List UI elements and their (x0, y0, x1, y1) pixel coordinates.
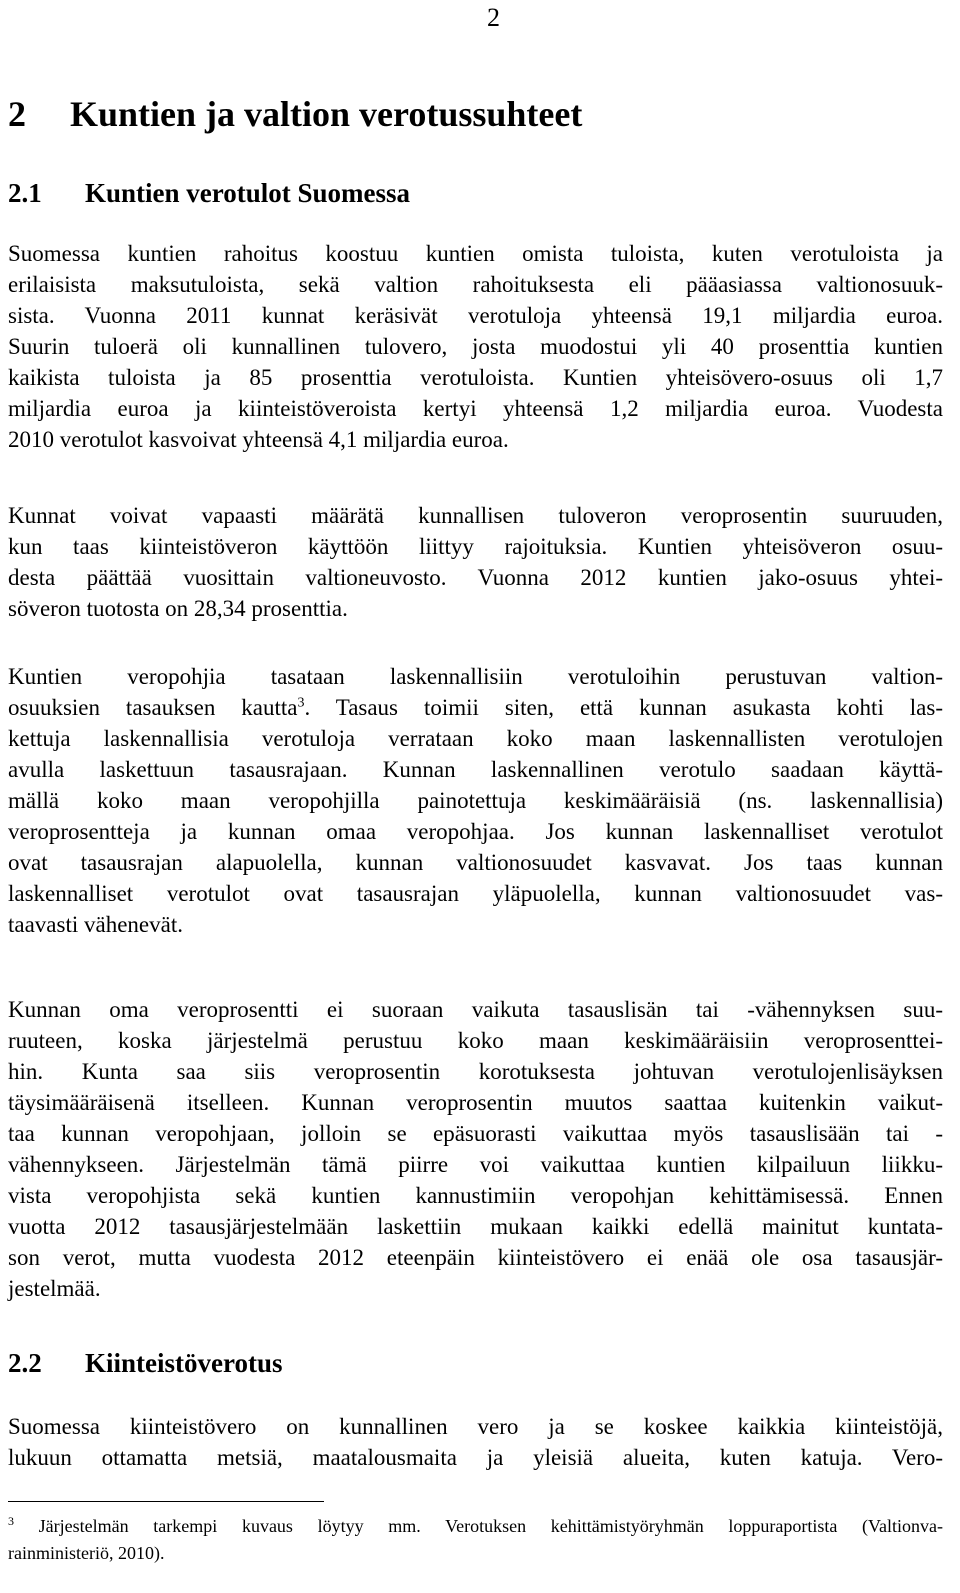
text-line: vähennykseen. Järjestelmän tämä piirre voi vaikuttaa kuntien kilpailuun liikku- (8, 1152, 943, 1177)
text-line: desta päättää vuosittain valtioneuvosto. Vuonna 2012 kuntien jako-osuus yhtei- (8, 565, 943, 590)
text-line: Suomessa kuntien rahoitus koostuu kuntien omista tuloista, kuten verotuloista ja (8, 241, 943, 266)
text-line: kaikista tuloista ja 85 prosenttia verotuloista. Kuntien yhteisövero-osuus oli 1,7 (8, 365, 943, 390)
text-fragment: . Tasaus toimii siten, että kunnan asukasta kohti las- (304, 695, 943, 720)
text-line: Kunnan oma veroprosentti ei suoraan vaikuta tasauslisän tai -vähennyksen suu- (8, 997, 943, 1022)
footnote-line: rainministeriö, 2010). (8, 1543, 165, 1563)
text-line: kettuja laskennallisia verotuloja verrataan koko maan laskennallisten verotulojen (8, 726, 943, 751)
text-line: täysimääräisenä itselleen. Kunnan veroprosentin muutos saattaa kuitenkin vaikut- (8, 1090, 943, 1115)
section-heading-2-2 (8, 1346, 283, 1380)
footnote-reference: 3 (297, 695, 305, 711)
text-line: 2010 verotulot kasvoivat yhteensä 4,1 miljardia euroa. (8, 427, 509, 452)
paragraph-tasaus (8, 661, 943, 940)
text-line: son verot, mutta vuodesta 2012 eteenpäin kiinteistövero ei enää ole osa tasausjär- (8, 1245, 943, 1270)
text-line: vista veropohjista sekä kuntien kannustimiin veropohjan kehittämisessä. Ennen (8, 1183, 943, 1208)
text-line: Suomessa kiinteistövero on kunnallinen vero ja se koskee kaikkia kiinteistöjä, (8, 1414, 943, 1439)
chapter-title: Kuntien ja valtion verotussuhteet (70, 94, 583, 134)
text-line: vuotta 2012 tasausjärjestelmään laskettiin mukaan kaikki edellä mainitut kuntata- (8, 1214, 943, 1239)
footnote-line (8, 1513, 943, 1540)
page-number: 2 (487, 3, 500, 32)
paragraph-verotulot (8, 238, 943, 455)
text-line (8, 692, 943, 723)
text-line: avulla laskettuun tasausrajaan. Kunnan laskennallinen verotulo saadaan käyttä- (8, 757, 943, 782)
text-line: ovat tasausrajan alapuolella, kunnan valtionosuudet kasvavat. Jos taas kunnan (8, 850, 943, 875)
section-heading-2-1 (8, 176, 410, 210)
text-line: sista. Vuonna 2011 kunnat keräsivät verotuloja yhteensä 19,1 miljardia euroa. (8, 303, 943, 328)
footnote (8, 1513, 943, 1567)
section-title: Kiinteistöverotus (85, 1348, 283, 1378)
chapter-heading (8, 92, 582, 136)
text-line: söveron tuotosta on 28,34 prosenttia. (8, 596, 348, 621)
paragraph-veroprosentti (8, 500, 943, 624)
text-line: miljardia euroa ja kiinteistöveroista kertyi yhteensä 1,2 miljardia euroa. Vuodesta (8, 396, 943, 421)
text-line: ruuteen, koska järjestelmä perustuu koko maan keskimääräisiin veroprosenttei- (8, 1028, 943, 1053)
paragraph-kiinteistovero (8, 1411, 943, 1473)
section-number: 2.2 (8, 1348, 42, 1378)
text-line: Kuntien veropohjia tasataan laskennallisiin verotuloihin perustuvan valtion- (8, 664, 943, 689)
footnote-marker: 3 (8, 1514, 14, 1528)
section-number: 2.1 (8, 178, 42, 208)
footnote-divider (8, 1501, 324, 1502)
chapter-number: 2 (8, 94, 26, 134)
text-line: taa kunnan veropohjaan, jolloin se epäsuorasti vaikuttaa myös tasauslisään tai - (8, 1121, 943, 1146)
footnote-text: Järjestelmän tarkempi kuvaus löytyy mm. Verotuksen kehittämistyöryhmän loppuraportista (Valtionva- (38, 1516, 943, 1536)
text-line: jestelmää. (8, 1276, 101, 1301)
text-line: lukuun ottamatta metsiä, maatalousmaita ja yleisiä alueita, kuten katuja. Vero- (8, 1445, 943, 1470)
text-line: Kunnat voivat vapaasti määrätä kunnallisen tuloveron veroprosentin suuruuden, (8, 503, 943, 528)
text-line: taavasti vähenevät. (8, 912, 183, 937)
section-title: Kuntien verotulot Suomessa (85, 178, 411, 208)
text-line: mällä koko maan veropohjilla painotettuja keskimääräisiä (ns. laskennallisia) (8, 788, 943, 813)
text-line: hin. Kunta saa siis veroprosentin korotuksesta johtuvan verotulojenlisäyksen (8, 1059, 943, 1084)
text-line: veroprosentteja ja kunnan omaa veropohjaa. Jos kunnan laskennalliset verotulot (8, 819, 943, 844)
text-line: kun taas kiinteistöveron käyttöön liittyy rajoituksia. Kuntien yhteisöveron osuu- (8, 534, 943, 559)
text-line: erilaisista maksutuloista, sekä valtion rahoituksesta eli pääasiassa valtionosuuk- (8, 272, 943, 297)
text-fragment: osuuksien tasauksen kautta (8, 695, 298, 720)
paragraph-oma-veroprosentti (8, 994, 943, 1304)
text-line: laskennalliset verotulot ovat tasausrajan yläpuolella, kunnan valtionosuudet vas- (8, 881, 943, 906)
text-line: Suurin tuloerä oli kunnallinen tulovero, josta muodostui yli 40 prosenttia kuntien (8, 334, 943, 359)
